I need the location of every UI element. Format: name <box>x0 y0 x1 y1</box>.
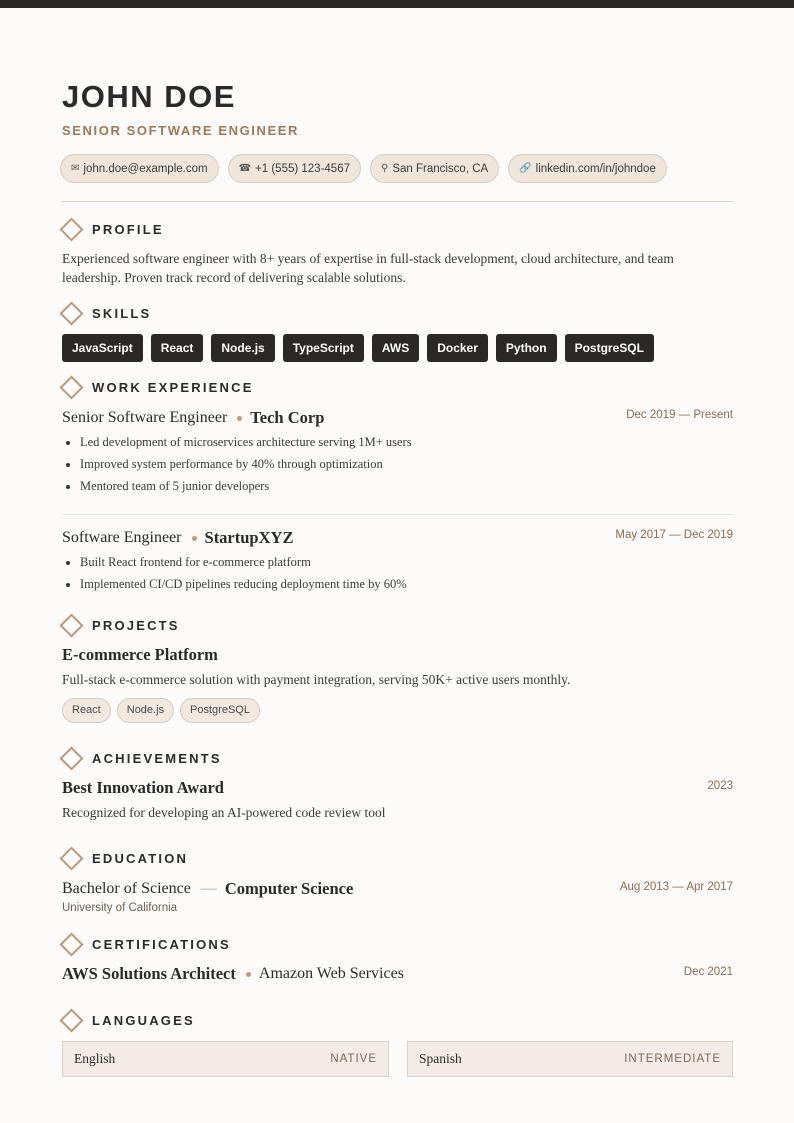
project-title: E-commerce Platform <box>62 645 218 664</box>
language-item <box>62 1041 389 1077</box>
job-dates: Dec 2019 — Present <box>626 409 733 421</box>
job-dates: May 2017 — Dec 2019 <box>615 529 733 541</box>
diamond-icon <box>59 301 83 325</box>
section-experience-heading <box>58 379 254 396</box>
section-title: PROFILE <box>92 222 164 237</box>
top-accent-bar <box>0 0 794 8</box>
language-name: Spanish <box>419 1051 462 1066</box>
education-degree: Bachelor of Science <box>62 880 191 897</box>
separator-dot <box>246 972 251 977</box>
job-entry <box>62 528 733 595</box>
section-title: LANGUAGES <box>92 1013 195 1028</box>
contact-location-text: San Francisco, CA <box>392 162 489 175</box>
profile-text: Experienced software engineer with 8+ years of expertise in full-stack development, cloud architecture, and team leadership. Proven track record of delivering scalable solutions. <box>62 251 674 285</box>
header-divider <box>62 201 733 202</box>
contact-linkedin-text: linkedin.com/in/johndoe <box>535 162 656 175</box>
language-level: INTERMEDIATE <box>624 1053 721 1065</box>
contact-email-text: john.doe@example.com <box>83 162 208 175</box>
skill-tag: JavaScript <box>62 334 143 362</box>
achievement-entry <box>62 778 733 823</box>
location-icon: ⚲ <box>381 163 389 174</box>
link-icon: 🔗 <box>519 163 532 174</box>
mail-icon: ✉ <box>71 163 80 174</box>
section-title: SKILLS <box>92 306 152 321</box>
achievement-title: Best Innovation Award <box>62 778 224 797</box>
section-title: ACHIEVEMENTS <box>92 751 222 766</box>
job-divider <box>62 514 733 515</box>
contact-location <box>370 154 499 183</box>
project-description: Full-stack e-commerce solution with payment integration, serving 50K+ active users monthly. <box>62 672 571 687</box>
certification-name: AWS Solutions Architect <box>62 964 236 983</box>
section-skills-heading <box>58 305 151 322</box>
phone-icon: ☎ <box>238 163 252 174</box>
tech-tag: Node.js <box>117 698 174 723</box>
diamond-icon <box>59 932 83 956</box>
certification-date: Dec 2021 <box>683 966 733 978</box>
skill-tag: Docker <box>427 334 488 362</box>
job-bullets <box>62 431 733 497</box>
contact-list <box>60 154 667 183</box>
list-item: Led development of microservices architecture serving 1M+ users <box>62 431 733 453</box>
education-entry <box>62 879 733 914</box>
education-school: University of California <box>62 902 178 914</box>
section-title: WORK EXPERIENCE <box>92 380 254 395</box>
project-entry <box>62 645 733 723</box>
education-dates: Aug 2013 — Apr 2017 <box>619 881 733 893</box>
section-achievements-heading <box>58 750 222 767</box>
diamond-icon <box>59 613 83 637</box>
language-item <box>407 1041 733 1077</box>
job-entry <box>62 408 733 497</box>
skill-tag: React <box>151 334 204 362</box>
separator-dot <box>192 536 197 541</box>
list-item: Implemented CI/CD pipelines reducing deployment time by 60% <box>62 573 733 595</box>
diamond-icon <box>59 217 83 241</box>
candidate-title: SENIOR SOFTWARE ENGINEER <box>62 123 300 138</box>
list-item: Improved system performance by 40% through optimization <box>62 453 733 475</box>
job-bullets <box>62 551 733 595</box>
candidate-name: JOHN DOE <box>62 79 236 114</box>
project-tags <box>62 698 733 723</box>
skill-tag: Node.js <box>211 334 274 362</box>
contact-phone-text: +1 (555) 123-4567 <box>255 162 350 175</box>
separator-dash: — <box>200 880 217 897</box>
education-field: Computer Science <box>224 879 354 898</box>
diamond-icon <box>59 375 83 399</box>
contact-linkedin[interactable] <box>508 154 667 183</box>
section-education-heading <box>58 850 188 867</box>
separator-dot <box>237 416 242 421</box>
language-level: NATIVE <box>330 1053 377 1065</box>
skill-tag: TypeScript <box>283 334 364 362</box>
certification-issuer: Amazon Web Services <box>258 965 404 982</box>
section-title: PROJECTS <box>92 618 180 633</box>
language-name: English <box>74 1051 116 1066</box>
job-company: StartupXYZ <box>204 528 294 547</box>
job-company: Tech Corp <box>250 408 325 427</box>
section-languages-heading <box>58 1012 195 1029</box>
list-item: Mentored team of 5 junior developers <box>62 475 733 497</box>
job-role: Software Engineer <box>62 529 182 546</box>
job-role: Senior Software Engineer <box>62 409 228 426</box>
section-title: CERTIFICATIONS <box>92 937 231 952</box>
skill-tag: PostgreSQL <box>565 334 654 362</box>
diamond-icon <box>59 1008 83 1032</box>
skills-list <box>62 334 654 362</box>
diamond-icon <box>59 746 83 770</box>
contact-phone[interactable] <box>228 154 361 183</box>
certification-entry <box>62 964 733 984</box>
achievement-year: 2023 <box>707 780 733 792</box>
section-certifications-heading <box>58 936 231 953</box>
section-projects-heading <box>58 617 180 634</box>
achievement-description: Recognized for developing an AI-powered code review tool <box>62 805 386 820</box>
list-item: Built React frontend for e-commerce platform <box>62 551 733 573</box>
contact-email[interactable] <box>60 154 219 183</box>
tech-tag: PostgreSQL <box>180 698 260 723</box>
certification-header <box>62 964 733 984</box>
tech-tag: React <box>62 698 111 723</box>
section-title: EDUCATION <box>92 851 189 866</box>
diamond-icon <box>59 846 83 870</box>
section-profile-heading <box>58 221 164 238</box>
skill-tag: Python <box>496 334 557 362</box>
skill-tag: AWS <box>372 334 419 362</box>
